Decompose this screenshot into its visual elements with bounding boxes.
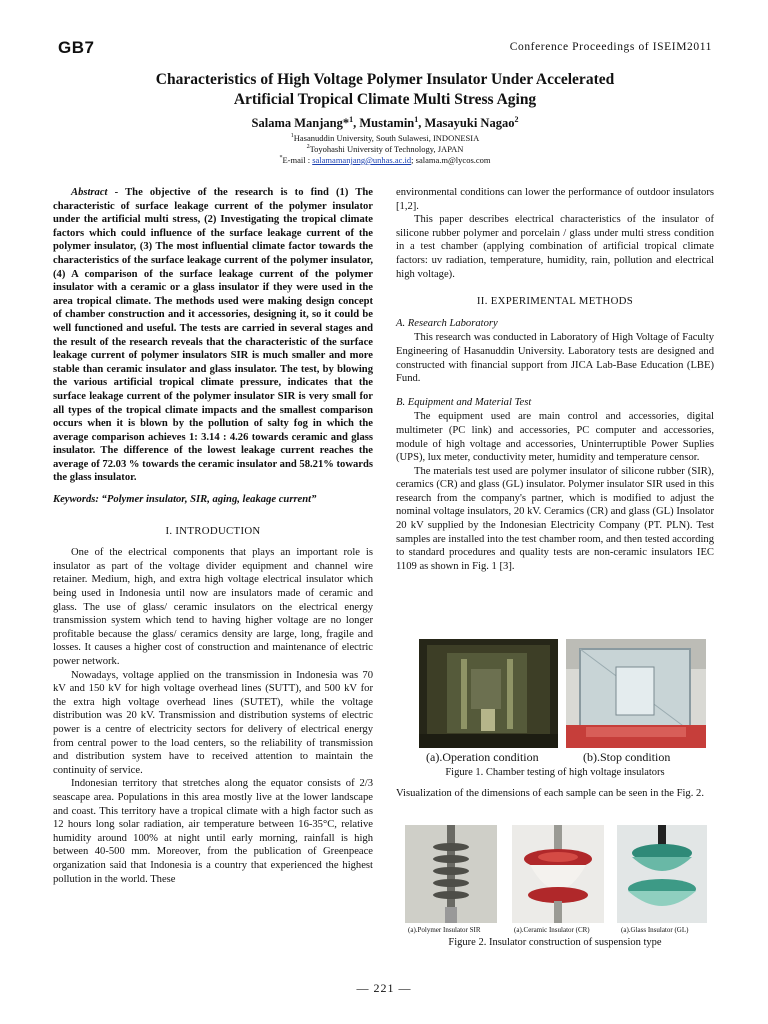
intro-paragraph-2: Nowadays, voltage applied on the transmission in Indonesia was 70 kV and 150 kV for high voltage overhead lines (SUTT), and 500 kV for the extra high voltage overhead lines (SUTET), while the voltage distribution was 20 kV. Transmission and distribution systems of electric power is a centre of electricity sectors for delivery of electrical energy from central power to the load centers, so the reliability of transmission and distribution system have to received attention to maintain the continuity of service. <box>53 669 373 776</box>
author-2-sup: 1 <box>414 115 419 124</box>
email-sup: * <box>279 155 283 161</box>
figure-1-label-a: (a).Operation condition <box>426 750 539 764</box>
subsection-b-paragraph-1: The equipment used are main control and accessories, digital multimeter (PC link) and accessories, PC computer and accessories, module of high voltage and accessories, Uninterruptible Power Suplies (UPS), lux meter, conductivity meter, humidity and temperature censor. <box>396 411 714 464</box>
keywords-text: : “Polymer insulator, SIR, aging, leakage current” <box>95 494 317 506</box>
title-line-1: Characteristics of High Voltage Polymer Insulator Under Accelerated <box>155 71 615 88</box>
aff1-sup: 1 <box>290 133 294 139</box>
title-line-2: Artificial Tropical Climate Multi Stress Aging <box>233 91 537 108</box>
figure-2-photo-b <box>512 825 604 923</box>
email-2: ; salama.m@lycos.com <box>411 154 491 165</box>
figure-2-label-b: (a).Ceramic Insulator (CR) <box>514 926 590 934</box>
right-paragraph-2: This paper describes electrical characteristics of the insulator of silicone rubber polymer and porcelain / glass under multi stress condition in a test chamber (applying combination of artificial tropical climate factors: uv radiation, temperature, humidity, rain, pollution and electrical high voltage). <box>396 214 714 280</box>
left-column <box>53 186 373 886</box>
figure-1-label-b: (b).Stop condition <box>583 750 671 764</box>
right-column <box>396 186 714 573</box>
abstract-text: - The objective of the research is to find (1) The characteristic of surface leakage current of the polymer insulator under the artificial multi stress, (2) Investigating the tropical climate factors which could influence of the surface leakage current of the polymer insulator, (3) The most influential climate factor towards the characteristics of the surface leakage current of the polymer insulator, (4) A comparison of the surface leakage current of the polymer insulator with a ceramic or a glass insulator if they were used in the area tropical climate. The methods used were making design concept of chamber construction and it accessories, designing it, so it could be well functioned and useful. The tests are carried in several stages and the result of the research reveals that the characteristic of the surface leakage current of polymer insulators SIR is much smaller and more stable than ceramic insulator and glass insulator. The test, by blowing the various artificial tropical climate pressure, indicates that the surface leakage current of the polymer insulator SIR is very small for all types of the tropical climate impacts and the smallest comparison occurs when it is blown by the pollution of salty fog in which the average comparison achieves 1: 3.14 : 4.26 towards ceramic and glass insulator. The difference of the lowest leakage current reaches the average of 72.03 % towards the ceramic insulator and 58.21% towards the glass insulator. <box>53 187 373 484</box>
section-heading-methods: II. EXPERIMENTAL METHODS <box>476 295 634 308</box>
figure-2-photo-c <box>617 825 707 923</box>
email-line <box>60 153 710 165</box>
aff1-text: Hasanuddin University, South Sulawesi, INDONESIA <box>293 132 480 143</box>
author-list: Salama Manjang*$^1$, Mustamin$^1$, Masayuki Nagao$^2$ <box>251 115 519 131</box>
keywords-label: Keywords <box>53 494 96 506</box>
chamber-stop-image <box>566 639 706 748</box>
aff2-text: Toyohashi University of Technology, JAPAN <box>309 143 464 154</box>
author-1-sup: 1 <box>349 115 354 124</box>
section-heading-introduction: I. INTRODUCTION <box>165 524 261 537</box>
email-link[interactable]: salamamanjang@unhas.ac.id <box>312 154 412 165</box>
subsection-a-heading: A. Research Laboratory <box>396 317 498 329</box>
intro-paragraph-1: One of the electrical components that plays an important role is insulator as part of the voltage divider equipment and channel wire retainer. Medium, high, and extra high voltage electrical insulator which being used in Indonesia until now are insulators made of ceramic and glass. The use of glass/ ceramic insulators on the electrical energy transmission system which tend to having higher voltage are no longer profitable because the glass/ ceramics density are large, long, fragile and losses. It causes a higher cost of construction and maintenance of electric power network. <box>53 547 373 667</box>
subsection-a-text: This research was conducted in Laboratory of High Voltage of Faculty Engineering of Hasanuddin University. Laboratory tests are designed and constructed with financial support from JICA Lab-Base Education (LBE) Fund. <box>396 332 714 385</box>
abstract <box>53 186 373 485</box>
page-number: — 221 — <box>356 981 412 995</box>
abstract-label: Abstract <box>71 187 108 198</box>
figure-2-label-a: (a).Polymer Insulator SIR <box>408 926 481 934</box>
paper-title <box>60 70 710 110</box>
figure-1-caption: Figure 1. Chamber testing of high voltage insulators <box>445 767 665 778</box>
figure-reference-text <box>396 787 714 801</box>
figure-2-caption: Figure 2. Insulator construction of suspension type <box>448 937 662 948</box>
figure-1-photo-b <box>566 639 706 748</box>
figure-1-photo-a <box>419 639 558 748</box>
author-3: Masayuki Nagao <box>424 116 515 131</box>
subsection-b-heading: B. Equipment and Material Test <box>396 396 532 408</box>
subsection-b-paragraph-2: The materials test used are polymer insulator of silicone rubber (SIR), ceramics (CR) and glass (GL) insulator. Polymer insulator SIR used in this research from the company's partner, which is modified to adjust the nominal voltage insulators, 20 kV. Ceramics (CR) and glass (GL) Insolator 20 kV supplied by the Indonesian Electricity Company (PT. PLN). Test samples are installed into the test chamber room, and then tested according to standard procedures and quality tests are non-ceramic insulators IEC 1109 as shown in Fig. 1 [3]. <box>396 465 714 572</box>
figure-reference-paragraph: Visualization of the dimensions of each sample can be seen in the Fig. 2. <box>396 788 704 799</box>
right-paragraph-1: environmental conditions can lower the performance of outdoor insulators [1,2]. <box>396 187 714 212</box>
polymer-insulator-image <box>405 825 497 923</box>
figure-2-photo-a <box>405 825 497 923</box>
author-1: Salama Manjang* <box>251 116 350 131</box>
chamber-operation-image <box>419 639 558 748</box>
figure-2-label-c: (a).Glass Insulator (GL) <box>621 926 689 934</box>
glass-insulator-image <box>617 825 707 923</box>
keywords <box>53 493 373 507</box>
aff2-sup: 2 <box>306 144 310 150</box>
conference-code: GB7 <box>58 38 95 57</box>
ceramic-insulator-image <box>512 825 604 923</box>
intro-paragraph-3: Indonesian territory that stretches along the equator consists of 2/3 seascape area. Populations in this area mostly live at the lower landscape and coast. This territory have a tropical climate with a high factor such as 12 hours long solar radiation, air temperature between 16-35°C, relative humidity around 100% at night until early morning, rainfall is high between 40-500 mm. Moreover, from the publication of Greenpeace organization said that Indonesia is a country that experienced the highest pollution in the world. These <box>53 778 373 885</box>
email-label: E-mail : <box>282 154 313 165</box>
conference-name: Conference Proceedings of ISEIM2011 <box>509 41 712 53</box>
author-3-sup: 2 <box>514 115 519 124</box>
author-2: Mustamin <box>359 116 415 131</box>
